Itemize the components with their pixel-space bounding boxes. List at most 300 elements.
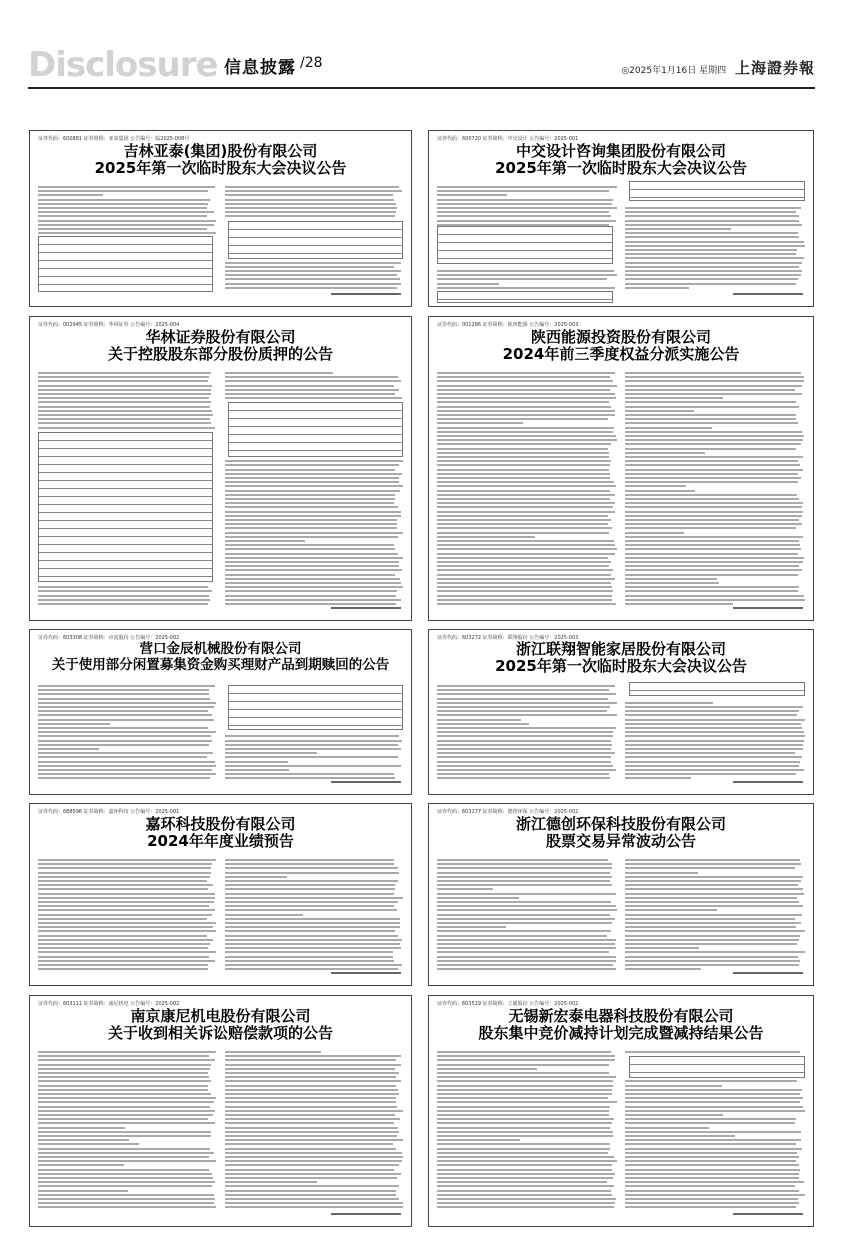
body-text-line bbox=[38, 393, 211, 395]
body-text-line bbox=[625, 422, 798, 424]
body-text-line bbox=[625, 1139, 801, 1141]
body-text-line bbox=[437, 901, 611, 903]
body-text-line bbox=[225, 1051, 322, 1053]
announcement-code: 证券代码：603177 证券简称：德创环保 公告编号：2025-002 bbox=[437, 809, 579, 815]
announcement-title: 股票交易异常波动公告 bbox=[545, 832, 696, 850]
body-text-line bbox=[625, 569, 802, 571]
body-text-line bbox=[437, 888, 493, 890]
body-text-line bbox=[225, 1206, 403, 1208]
body-text-line bbox=[225, 287, 398, 289]
disclosure-logo: Disclosure bbox=[28, 45, 218, 85]
body-text-line bbox=[625, 1127, 709, 1129]
body-text-line bbox=[225, 270, 401, 272]
body-text-line bbox=[625, 266, 799, 268]
body-text-line bbox=[625, 582, 719, 584]
body-text-line bbox=[225, 905, 395, 907]
body-text-line bbox=[625, 498, 799, 500]
body-text-line bbox=[38, 901, 214, 903]
body-text-line bbox=[625, 956, 798, 958]
body-text-line bbox=[625, 1190, 799, 1192]
body-text-line bbox=[625, 867, 795, 869]
body-text-line bbox=[38, 1206, 216, 1208]
company-name: 无锡新宏泰电器科技股份有限公司 bbox=[508, 1007, 734, 1025]
body-text-line bbox=[437, 1194, 612, 1196]
body-text-line bbox=[225, 744, 398, 746]
body-text-line bbox=[38, 1122, 215, 1124]
body-text-line bbox=[225, 769, 289, 771]
body-text-line bbox=[225, 914, 303, 916]
body-text-line bbox=[225, 863, 394, 865]
body-text-line bbox=[625, 1110, 805, 1112]
body-text-line bbox=[625, 253, 796, 255]
body-text-line bbox=[38, 926, 213, 928]
announcement-code: 证券代码：600720 证券简称：中交设计 公告编号：2025-001 bbox=[437, 136, 579, 142]
body-text-line bbox=[437, 1173, 615, 1175]
body-text-line bbox=[225, 1127, 398, 1129]
data-table bbox=[228, 221, 403, 259]
body-text-line bbox=[225, 1080, 402, 1082]
body-text-line bbox=[625, 557, 804, 559]
body-text-line bbox=[225, 1185, 399, 1187]
announcement-title: 关于使用部分闲置募集资金购买理财产品到期赎回的公告 bbox=[51, 657, 390, 673]
body-text-line bbox=[625, 930, 805, 932]
announcement-code: 证券代码：603272 证券简称：联翔股份 公告编号：2025-003 bbox=[437, 635, 579, 641]
body-text-line bbox=[38, 1181, 215, 1183]
body-text-line bbox=[225, 477, 399, 479]
body-text-line bbox=[38, 714, 212, 716]
body-text-line bbox=[38, 1135, 211, 1137]
body-text-line bbox=[225, 1097, 397, 1099]
body-text-line bbox=[625, 922, 801, 924]
body-text-line bbox=[625, 744, 803, 746]
body-text-line bbox=[225, 748, 402, 750]
body-text-line bbox=[625, 385, 802, 387]
body-text-line bbox=[625, 740, 804, 742]
body-text-line bbox=[38, 220, 216, 222]
body-text-line bbox=[437, 1143, 610, 1145]
body-text-line bbox=[625, 439, 803, 441]
body-text-line bbox=[225, 943, 400, 945]
body-text-line bbox=[225, 1085, 396, 1087]
body-text-line bbox=[225, 872, 399, 874]
announcement-code: 证券代码：603308 证券简称：应流股份 公告编号：2025-002 bbox=[38, 635, 180, 641]
body-text-line bbox=[625, 452, 705, 454]
body-text-line bbox=[225, 740, 403, 742]
body-text-line bbox=[625, 1143, 796, 1145]
body-text-line bbox=[225, 884, 395, 886]
body-text-line bbox=[437, 389, 610, 391]
body-text-line bbox=[38, 599, 210, 601]
body-text-line bbox=[625, 1194, 805, 1196]
body-text-line bbox=[625, 714, 797, 716]
body-text-line bbox=[437, 574, 611, 576]
body-text-line bbox=[625, 968, 701, 970]
body-text-line bbox=[437, 372, 615, 374]
body-text-line bbox=[625, 859, 800, 861]
data-table bbox=[38, 432, 213, 582]
body-text-line bbox=[437, 485, 616, 487]
body-text-line bbox=[625, 519, 799, 521]
body-text-line bbox=[625, 1173, 799, 1175]
company-name: 嘉环科技股份有限公司 bbox=[145, 815, 296, 833]
body-text-line bbox=[225, 586, 403, 588]
body-text-line bbox=[437, 1160, 617, 1162]
body-text-line bbox=[625, 1185, 795, 1187]
body-text-line bbox=[625, 1093, 800, 1095]
body-text-line bbox=[38, 876, 210, 878]
body-text-line bbox=[437, 270, 614, 272]
body-text-line bbox=[437, 1080, 613, 1082]
body-text-line bbox=[437, 460, 611, 462]
announcement-code: 证券代码：600881 证券简称：亚泰集团 公告编号：临2025-008号 bbox=[38, 136, 190, 142]
body-text-line bbox=[625, 872, 698, 874]
body-text-line bbox=[38, 918, 207, 920]
body-text-line bbox=[38, 897, 215, 899]
body-text-line bbox=[225, 1173, 402, 1175]
body-text-line bbox=[38, 947, 208, 949]
body-text-line bbox=[38, 914, 212, 916]
announcement-title: 2024年前三季度权益分派实施公告 bbox=[502, 345, 740, 363]
body-text-line bbox=[437, 1085, 613, 1087]
body-text-line bbox=[625, 536, 803, 538]
announcement-title: 关于控股股东部分股份质押的公告 bbox=[107, 345, 333, 363]
body-text-line bbox=[625, 951, 805, 953]
body-text-line bbox=[225, 372, 333, 374]
data-table bbox=[629, 1056, 806, 1078]
body-text-line bbox=[625, 756, 802, 758]
body-text-line bbox=[225, 527, 397, 529]
body-text-line bbox=[225, 511, 401, 513]
body-text-line bbox=[437, 376, 610, 378]
body-text-line bbox=[38, 372, 211, 374]
body-text-line bbox=[225, 968, 399, 970]
body-text-line bbox=[38, 723, 110, 725]
body-text-line bbox=[437, 930, 611, 932]
announcement-code: 证券代码：002945 证券简称：华林证券 公告编号：2025-004 bbox=[38, 322, 180, 328]
body-text-line bbox=[225, 498, 396, 500]
body-text-line bbox=[625, 1156, 799, 1158]
body-text-line bbox=[38, 1198, 215, 1200]
body-text-line bbox=[38, 190, 208, 192]
company-name: 陕西能源投资股份有限公司 bbox=[530, 328, 711, 346]
body-text-line bbox=[437, 1202, 615, 1204]
body-text-line bbox=[437, 706, 610, 708]
body-text-line bbox=[38, 1156, 209, 1158]
body-text-line bbox=[38, 769, 212, 771]
body-text-line bbox=[38, 731, 216, 733]
body-text-line bbox=[38, 951, 216, 953]
body-text-line bbox=[625, 1160, 796, 1162]
masthead-rule bbox=[28, 87, 815, 89]
body-text-line bbox=[625, 249, 797, 251]
body-text-line bbox=[437, 401, 609, 403]
body-text-line bbox=[38, 1202, 214, 1204]
body-text-line bbox=[625, 578, 717, 580]
body-text-line bbox=[437, 876, 612, 878]
body-text-line bbox=[625, 418, 796, 420]
body-text-line bbox=[437, 190, 609, 192]
body-text-line bbox=[437, 731, 613, 733]
body-text-line bbox=[437, 710, 607, 712]
body-text-line bbox=[38, 389, 211, 391]
body-text-line bbox=[225, 1131, 400, 1133]
body-text-line bbox=[625, 735, 805, 737]
signature-line bbox=[733, 607, 803, 609]
body-text-line bbox=[38, 1085, 208, 1087]
body-text-line bbox=[38, 748, 99, 750]
body-text-line bbox=[38, 186, 215, 188]
body-text-line bbox=[437, 536, 535, 538]
body-text-line bbox=[625, 1085, 722, 1087]
body-text-line bbox=[625, 553, 798, 555]
body-text-line bbox=[38, 693, 209, 695]
body-text-line bbox=[225, 190, 402, 192]
signature-line bbox=[331, 607, 401, 609]
body-text-line bbox=[437, 1059, 615, 1061]
body-text-line bbox=[225, 1068, 395, 1070]
body-text-line bbox=[437, 448, 608, 450]
body-text-line bbox=[38, 586, 208, 588]
body-text-line bbox=[225, 926, 400, 928]
body-text-line bbox=[38, 232, 216, 234]
body-text-line bbox=[437, 544, 615, 546]
body-text-line bbox=[38, 1139, 129, 1141]
body-text-line bbox=[437, 1089, 612, 1091]
body-text-line bbox=[225, 876, 287, 878]
body-text-line bbox=[437, 410, 615, 412]
body-text-line bbox=[437, 773, 609, 775]
body-text-line bbox=[437, 427, 614, 429]
body-text-line bbox=[625, 914, 802, 916]
body-text-line bbox=[225, 506, 399, 508]
signature-line bbox=[331, 293, 401, 295]
body-text-line bbox=[225, 773, 395, 775]
body-text-line bbox=[625, 863, 801, 865]
body-text-line bbox=[437, 274, 617, 276]
body-text-line bbox=[225, 574, 395, 576]
body-text-line bbox=[38, 1152, 214, 1154]
body-text-line bbox=[625, 401, 796, 403]
body-text-line bbox=[625, 752, 795, 754]
body-text-line bbox=[437, 909, 617, 911]
body-text-line bbox=[38, 706, 214, 708]
body-text-line bbox=[437, 922, 612, 924]
body-text-line bbox=[225, 1072, 400, 1074]
body-text-line bbox=[437, 186, 617, 188]
body-text-line bbox=[437, 964, 613, 966]
body-text-line bbox=[437, 685, 615, 687]
body-text-line bbox=[625, 393, 802, 395]
masthead bbox=[28, 43, 815, 87]
body-text-line bbox=[225, 956, 394, 958]
body-text-line bbox=[38, 1059, 215, 1061]
body-text-line bbox=[38, 207, 207, 209]
data-table bbox=[38, 236, 213, 292]
body-text-line bbox=[38, 1160, 216, 1162]
announcement-jilin-yatai bbox=[29, 130, 412, 307]
body-text-line bbox=[625, 527, 796, 529]
body-text-line bbox=[437, 723, 529, 725]
body-text-line bbox=[625, 1106, 803, 1108]
body-text-line bbox=[38, 1118, 208, 1120]
body-text-line bbox=[437, 1051, 611, 1053]
announcement-shaanxi-energy bbox=[428, 316, 814, 621]
body-text-line bbox=[225, 918, 401, 920]
body-text-line bbox=[38, 880, 207, 882]
body-text-line bbox=[225, 376, 399, 378]
body-text-line bbox=[625, 901, 799, 903]
body-text-line bbox=[437, 893, 616, 895]
body-text-line bbox=[437, 435, 616, 437]
body-text-line bbox=[625, 893, 804, 895]
body-text-line bbox=[625, 909, 717, 911]
body-text-line bbox=[437, 1101, 617, 1103]
body-text-line bbox=[437, 481, 614, 483]
body-text-line bbox=[225, 935, 399, 937]
body-text-line bbox=[625, 406, 799, 408]
body-text-line bbox=[38, 406, 210, 408]
body-text-line bbox=[225, 540, 305, 542]
body-text-line bbox=[225, 1177, 397, 1179]
data-table bbox=[437, 226, 614, 264]
body-text-line bbox=[625, 532, 684, 534]
body-text-line bbox=[437, 1106, 610, 1108]
body-text-line bbox=[437, 511, 615, 513]
body-text-line bbox=[437, 519, 611, 521]
body-text-line bbox=[437, 548, 617, 550]
body-text-line bbox=[225, 1055, 402, 1057]
body-text-line bbox=[38, 1177, 213, 1179]
body-text-line bbox=[625, 481, 798, 483]
body-text-line bbox=[225, 1139, 403, 1141]
body-text-line bbox=[38, 888, 208, 890]
body-text-line bbox=[437, 1139, 520, 1141]
body-text-line bbox=[625, 702, 713, 704]
body-text-line bbox=[38, 385, 212, 387]
body-text-line bbox=[437, 777, 610, 779]
body-text-line bbox=[437, 947, 616, 949]
body-text-line bbox=[437, 569, 613, 571]
body-text-line bbox=[225, 1135, 398, 1137]
body-text-line bbox=[38, 194, 103, 196]
body-text-line bbox=[437, 380, 613, 382]
body-text-line bbox=[38, 956, 209, 958]
body-text-line bbox=[625, 727, 802, 729]
body-text-line bbox=[38, 1072, 208, 1074]
body-text-line bbox=[437, 203, 612, 205]
body-text-line bbox=[225, 1169, 394, 1171]
body-text-line bbox=[625, 460, 798, 462]
body-text-line bbox=[625, 595, 804, 597]
body-text-line bbox=[625, 380, 804, 382]
body-text-line bbox=[437, 1076, 616, 1078]
body-text-line bbox=[225, 569, 402, 571]
body-text-line bbox=[225, 582, 402, 584]
body-text-line bbox=[437, 456, 609, 458]
body-text-line bbox=[437, 464, 610, 466]
body-text-line bbox=[225, 460, 403, 462]
body-text-line bbox=[625, 765, 799, 767]
body-text-line bbox=[437, 914, 610, 916]
body-text-line bbox=[225, 481, 399, 483]
announcement-code: 证券代码：001286 证券简称：陕西能源 公告编号：2025-003 bbox=[437, 322, 579, 328]
body-text-line bbox=[225, 1143, 394, 1145]
body-text-line bbox=[437, 220, 616, 222]
body-text-line bbox=[225, 473, 402, 475]
body-text-line bbox=[437, 515, 608, 517]
body-text-line bbox=[437, 1068, 537, 1070]
signature-line bbox=[331, 972, 401, 974]
signature-line bbox=[331, 1213, 401, 1215]
company-name: 浙江德创环保科技股份有限公司 bbox=[515, 815, 726, 833]
body-text-line bbox=[437, 951, 609, 953]
body-text-line bbox=[625, 1080, 797, 1082]
body-text-line bbox=[38, 740, 212, 742]
body-text-line bbox=[38, 968, 208, 970]
masthead-right bbox=[621, 57, 815, 78]
body-text-line bbox=[625, 511, 803, 513]
body-text-line bbox=[625, 485, 686, 487]
body-text-line bbox=[38, 397, 209, 399]
body-text-line bbox=[38, 964, 208, 966]
body-text-line bbox=[38, 863, 212, 865]
body-text-line bbox=[38, 735, 211, 737]
body-text-line bbox=[625, 1198, 798, 1200]
body-text-line bbox=[437, 1177, 613, 1179]
page-number: /28 bbox=[300, 55, 323, 71]
body-text-line bbox=[437, 859, 608, 861]
body-text-line bbox=[437, 943, 615, 945]
body-text-line bbox=[225, 1093, 399, 1095]
body-text-line bbox=[625, 224, 802, 226]
body-text-line bbox=[38, 1131, 211, 1133]
body-text-line bbox=[225, 765, 402, 767]
body-text-line bbox=[625, 262, 802, 264]
body-text-line bbox=[38, 203, 208, 205]
body-text-line bbox=[225, 603, 396, 605]
body-text-line bbox=[625, 748, 803, 750]
body-text-line bbox=[625, 1177, 799, 1179]
body-text-line bbox=[225, 485, 403, 487]
body-text-line bbox=[625, 1181, 804, 1183]
announcement-title: 2025年第一次临时股东大会决议公告 bbox=[495, 159, 747, 177]
body-text-line bbox=[38, 884, 213, 886]
body-text-line bbox=[437, 498, 610, 500]
body-text-line bbox=[38, 935, 207, 937]
body-text-line bbox=[625, 1135, 735, 1137]
body-text-line bbox=[625, 1131, 801, 1133]
body-text-line bbox=[38, 1194, 214, 1196]
body-text-line bbox=[225, 897, 403, 899]
body-text-line bbox=[437, 689, 609, 691]
body-text-line bbox=[38, 595, 209, 597]
body-text-line bbox=[225, 939, 403, 941]
body-text-line bbox=[437, 748, 611, 750]
body-text-line bbox=[225, 951, 394, 953]
body-text-line bbox=[225, 590, 398, 592]
company-name: 吉林亚泰(集团)股份有限公司 bbox=[123, 142, 318, 160]
body-text-line bbox=[225, 1064, 401, 1066]
body-text-line bbox=[38, 905, 209, 907]
body-text-line bbox=[225, 380, 401, 382]
body-text-line bbox=[437, 1064, 609, 1066]
body-text-line bbox=[38, 702, 216, 704]
body-text-line bbox=[225, 278, 401, 280]
body-text-line bbox=[437, 897, 519, 899]
body-text-line bbox=[625, 731, 804, 733]
body-text-line bbox=[625, 935, 800, 937]
body-text-line bbox=[625, 1164, 799, 1166]
